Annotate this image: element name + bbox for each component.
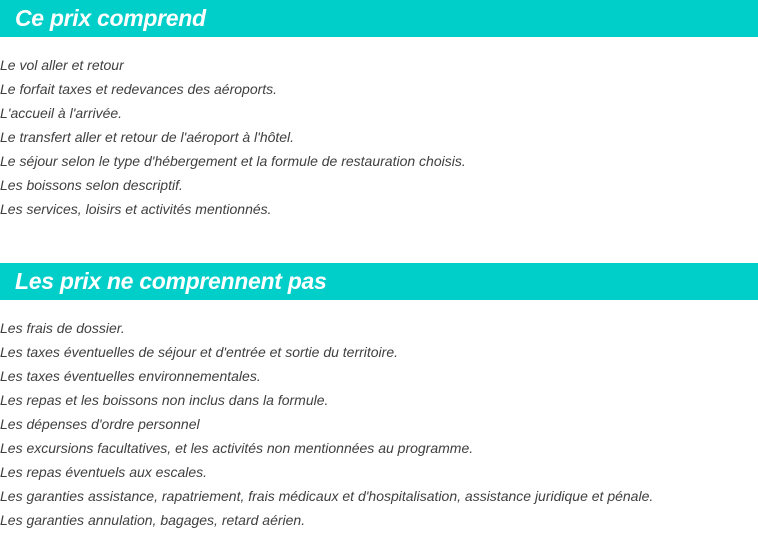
excluded-item: Les repas éventuels aux escales.: [0, 464, 208, 480]
included-item: Les boissons selon descriptif.: [0, 177, 183, 193]
excluded-section: [0, 263, 758, 532]
excluded-header: [0, 263, 758, 300]
excluded-item: Les repas et les boissons non inclus dans la formule.: [0, 392, 329, 408]
included-item: Le transfert aller et retour de l'aéroport à l'hôtel.: [0, 129, 295, 145]
included-title: Ce prix comprend: [15, 5, 206, 31]
excluded-list: [0, 300, 758, 532]
excluded-item: Les taxes éventuelles environnementales.: [0, 368, 261, 384]
included-item: Les services, loisirs et activités mentionnés.: [0, 201, 272, 217]
included-item: L'accueil à l'arrivée.: [0, 105, 123, 121]
included-header: [0, 0, 758, 37]
excluded-item: Les taxes éventuelles de séjour et d'entrée et sortie du territoire.: [0, 344, 399, 360]
excluded-item: Les excursions facultatives, et les activités non mentionnées au programme.: [0, 440, 474, 456]
excluded-item: Les garanties annulation, bagages, retard aérien.: [0, 512, 306, 528]
excluded-item: Les dépenses d'ordre personnel: [0, 416, 200, 432]
excluded-item: Les frais de dossier.: [0, 320, 125, 336]
included-item: Le vol aller et retour: [0, 57, 124, 73]
included-item: Le forfait taxes et redevances des aéroports.: [0, 81, 278, 97]
excluded-item: Les garanties assistance, rapatriement, frais médicaux et d'hospitalisation, assistance juridique et pénale.: [0, 488, 654, 504]
included-list: [0, 37, 758, 221]
excluded-title: Les prix ne comprennent pas: [15, 268, 327, 294]
included-item: Le séjour selon le type d'hébergement et la formule de restauration choisis.: [0, 153, 466, 169]
included-section: [0, 0, 758, 221]
